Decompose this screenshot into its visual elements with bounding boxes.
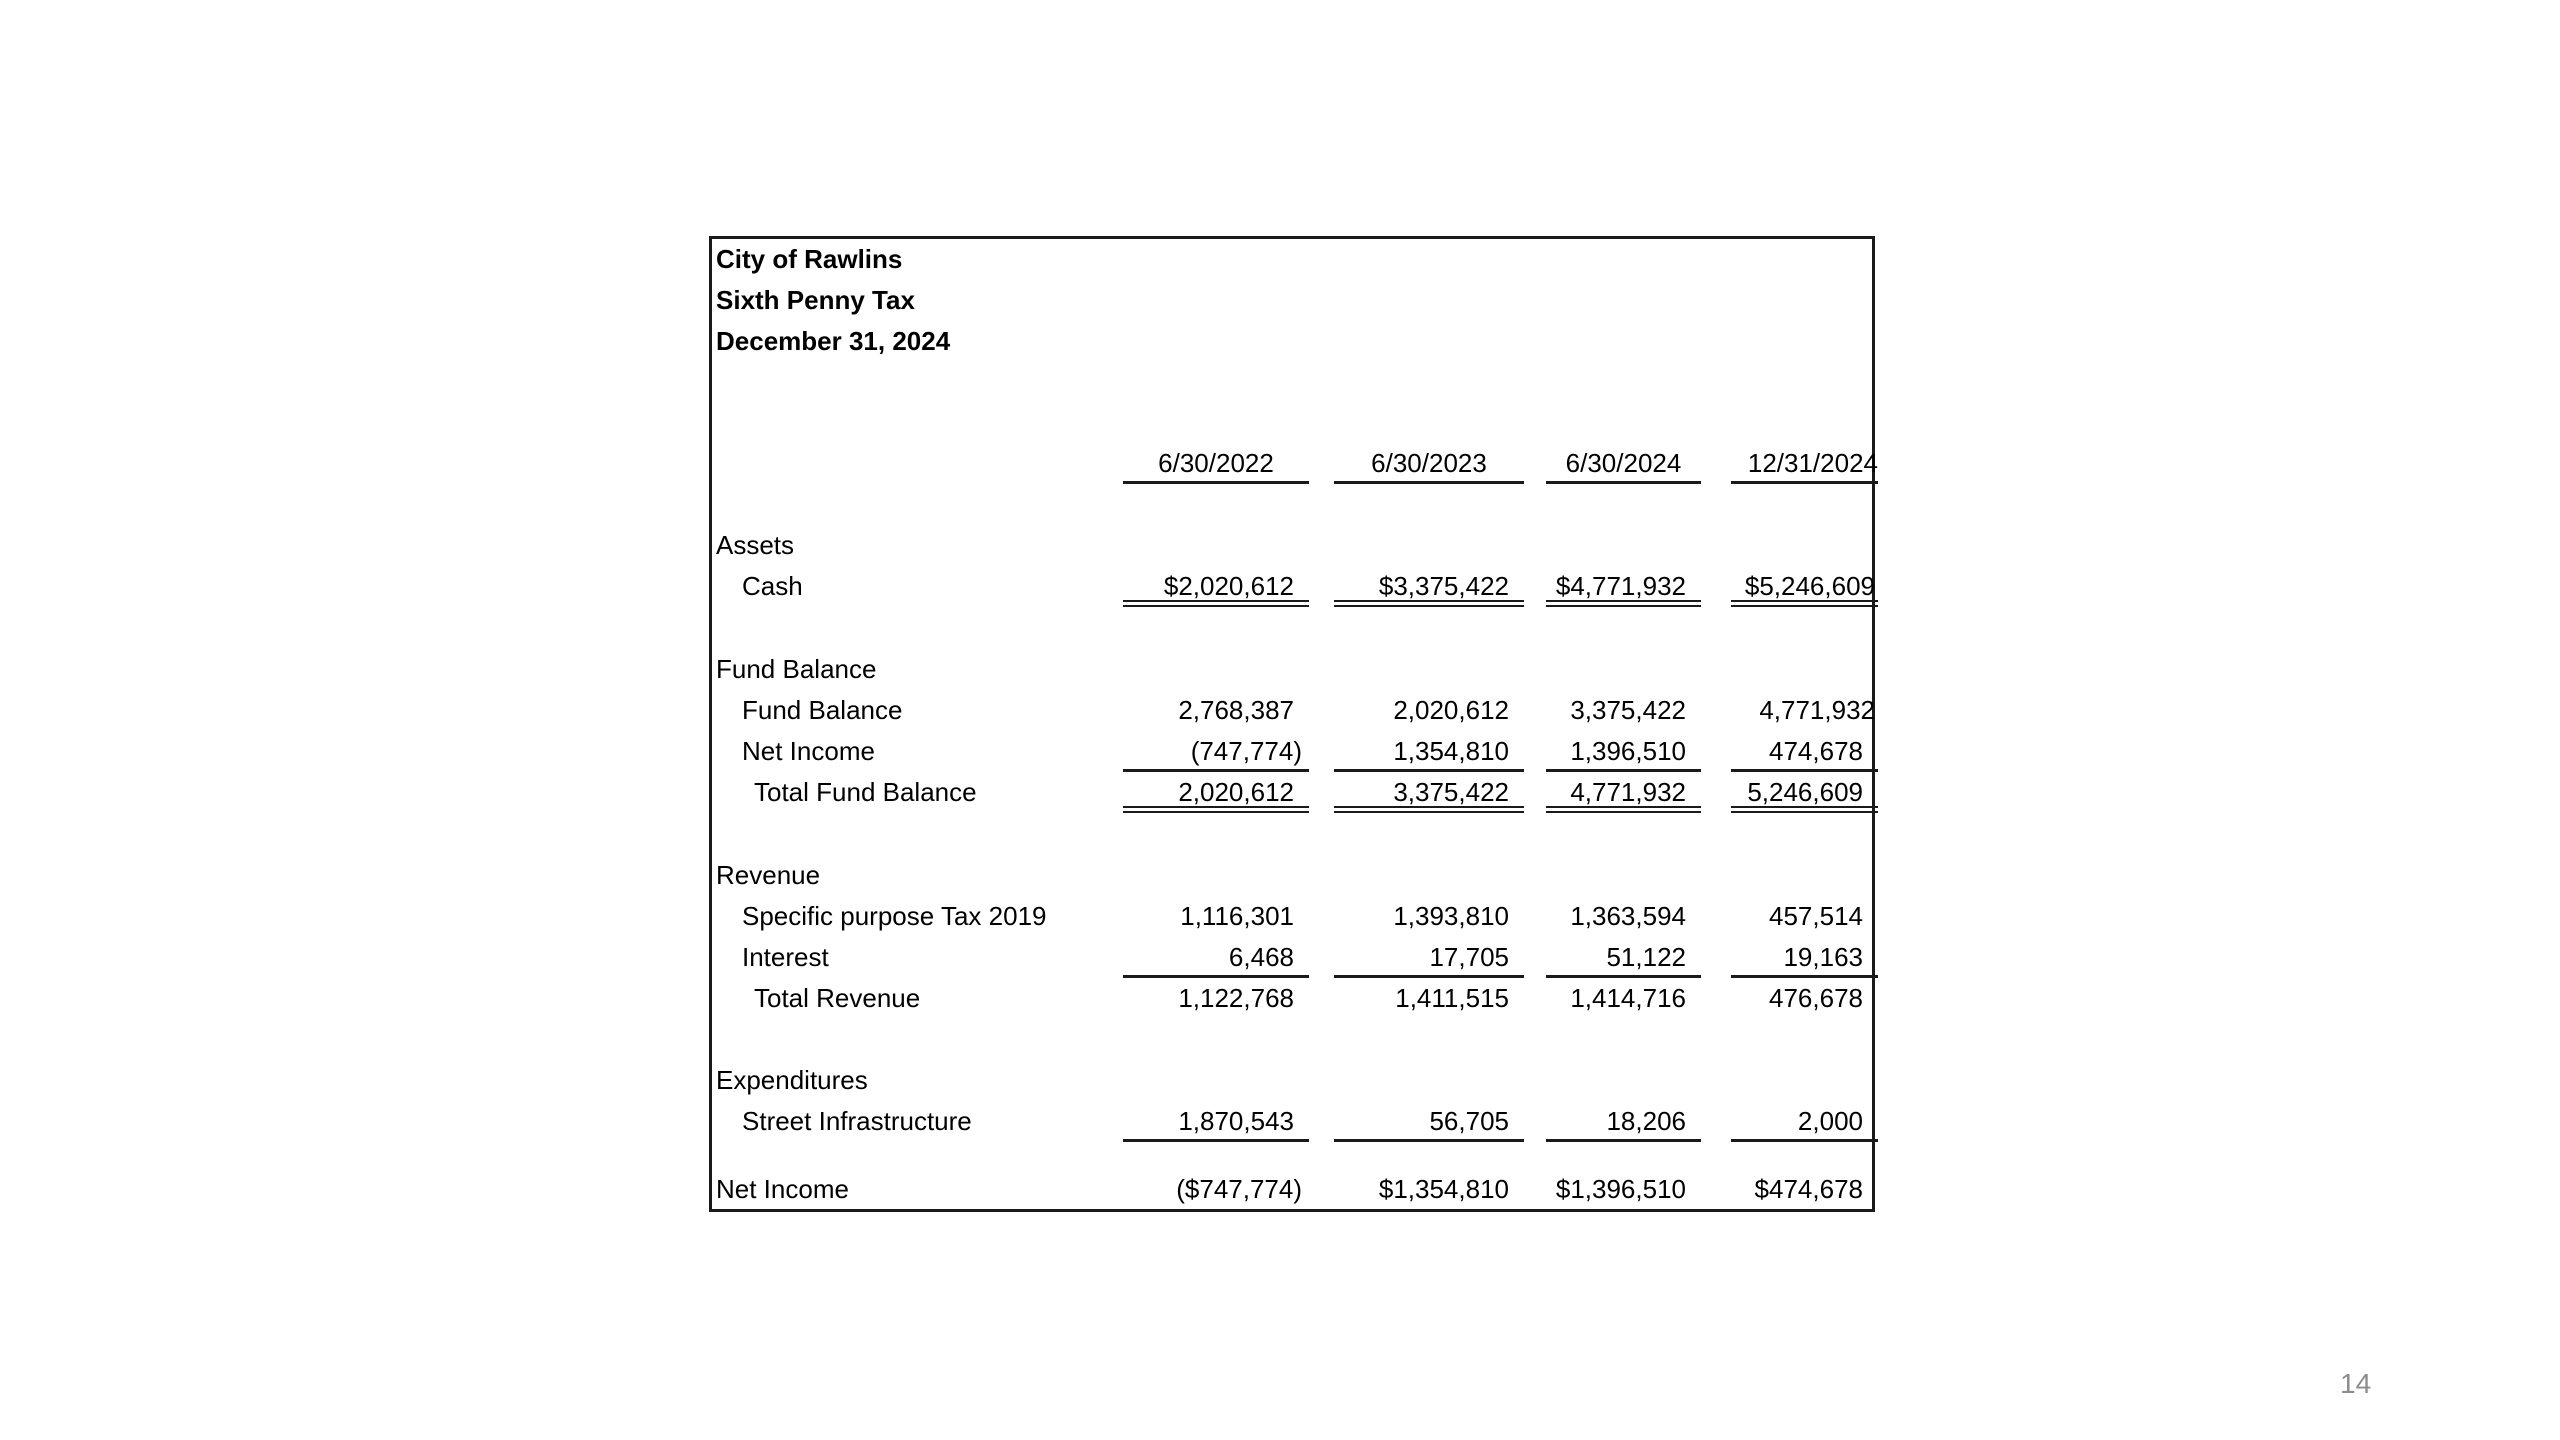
row-label: Specific purpose Tax 2019 [742, 901, 1047, 931]
page-number: 14 [2340, 1368, 2372, 1399]
period-header-row [712, 443, 1878, 484]
table-row-total-revenue [712, 978, 1872, 1019]
value-cell: 19,163 [1731, 937, 1878, 978]
value-cell: 1,411,515 [1395, 983, 1509, 1013]
value-cell: $3,375,422 [1334, 566, 1524, 607]
value-cell: 1,414,716 [1570, 983, 1686, 1013]
table-row-fund-balance [712, 690, 1875, 731]
value-cell: 3,375,422 [1570, 695, 1686, 725]
value-cell: 1,396,510 [1546, 731, 1701, 772]
value-cell: 18,206 [1546, 1101, 1701, 1142]
value-cell: ($747,774) [1176, 1174, 1302, 1204]
value-cell: 1,122,768 [1178, 983, 1294, 1013]
row-label: Total Revenue [754, 983, 921, 1013]
value-cell: 51,122 [1546, 937, 1701, 978]
table-row-specific-purpose-tax [712, 896, 1872, 937]
table-row-cash [712, 566, 1875, 607]
value-cell: 2,020,612 [1123, 772, 1309, 813]
fund-name: Sixth Penny Tax [716, 285, 915, 315]
row-label: Total Fund Balance [754, 777, 977, 807]
value-cell: 2,020,612 [1393, 695, 1509, 725]
row-label: Street Infrastructure [742, 1106, 972, 1136]
period-header: 6/30/2024 [1546, 443, 1701, 484]
table-row-interest [712, 937, 1872, 978]
value-cell: $1,396,510 [1555, 1174, 1686, 1204]
value-cell: $1,354,810 [1378, 1174, 1509, 1204]
value-cell: 56,705 [1334, 1101, 1524, 1142]
value-cell: 17,705 [1334, 937, 1524, 978]
row-label: Net Income [716, 1174, 849, 1204]
value-cell: $4,771,932 [1546, 566, 1701, 607]
table-row-net-income [712, 731, 1872, 772]
value-cell: 474,678 [1731, 731, 1878, 772]
value-cell: 2,000 [1731, 1101, 1878, 1142]
row-label: Fund Balance [742, 695, 903, 725]
report-date: December 31, 2024 [716, 326, 951, 356]
value-cell: 4,771,932 [1759, 695, 1875, 725]
value-cell: 1,870,543 [1123, 1101, 1309, 1142]
value-cell: 1,393,810 [1393, 901, 1509, 931]
value-cell: 3,375,422 [1334, 772, 1524, 813]
period-header: 6/30/2023 [1334, 443, 1524, 484]
section-heading-expenditures: Expenditures [716, 1065, 868, 1095]
value-cell: 1,363,594 [1570, 901, 1686, 931]
entity-name: City of Rawlins [716, 244, 903, 274]
value-cell: (747,774) [1123, 731, 1309, 772]
value-cell: $474,678 [1754, 1174, 1863, 1204]
section-heading-assets: Assets [716, 530, 795, 560]
value-cell: 1,354,810 [1334, 731, 1524, 772]
section-heading-fund-balance: Fund Balance [716, 654, 877, 684]
value-cell: 4,771,932 [1546, 772, 1701, 813]
row-label: Cash [742, 571, 803, 601]
table-row-net-income-total [712, 1169, 1872, 1210]
value-cell: $5,246,609 [1731, 566, 1878, 607]
table-row-street-infrastructure [712, 1101, 1872, 1142]
value-cell: $2,020,612 [1123, 566, 1309, 607]
row-label: Interest [742, 942, 829, 972]
row-label: Net Income [742, 736, 875, 766]
value-cell: 2,768,387 [1178, 695, 1294, 725]
period-header: 12/31/2024 [1731, 443, 1878, 484]
table-row-total-fund-balance [712, 772, 1872, 813]
value-cell: 457,514 [1769, 901, 1863, 931]
financial-statement-table [709, 236, 1878, 1212]
value-cell: 5,246,609 [1731, 772, 1878, 813]
value-cell: 476,678 [1769, 983, 1863, 1013]
value-cell: 6,468 [1123, 937, 1309, 978]
value-cell: 1,116,301 [1180, 901, 1294, 931]
section-heading-revenue: Revenue [716, 860, 821, 890]
period-header: 6/30/2022 [1123, 443, 1309, 484]
